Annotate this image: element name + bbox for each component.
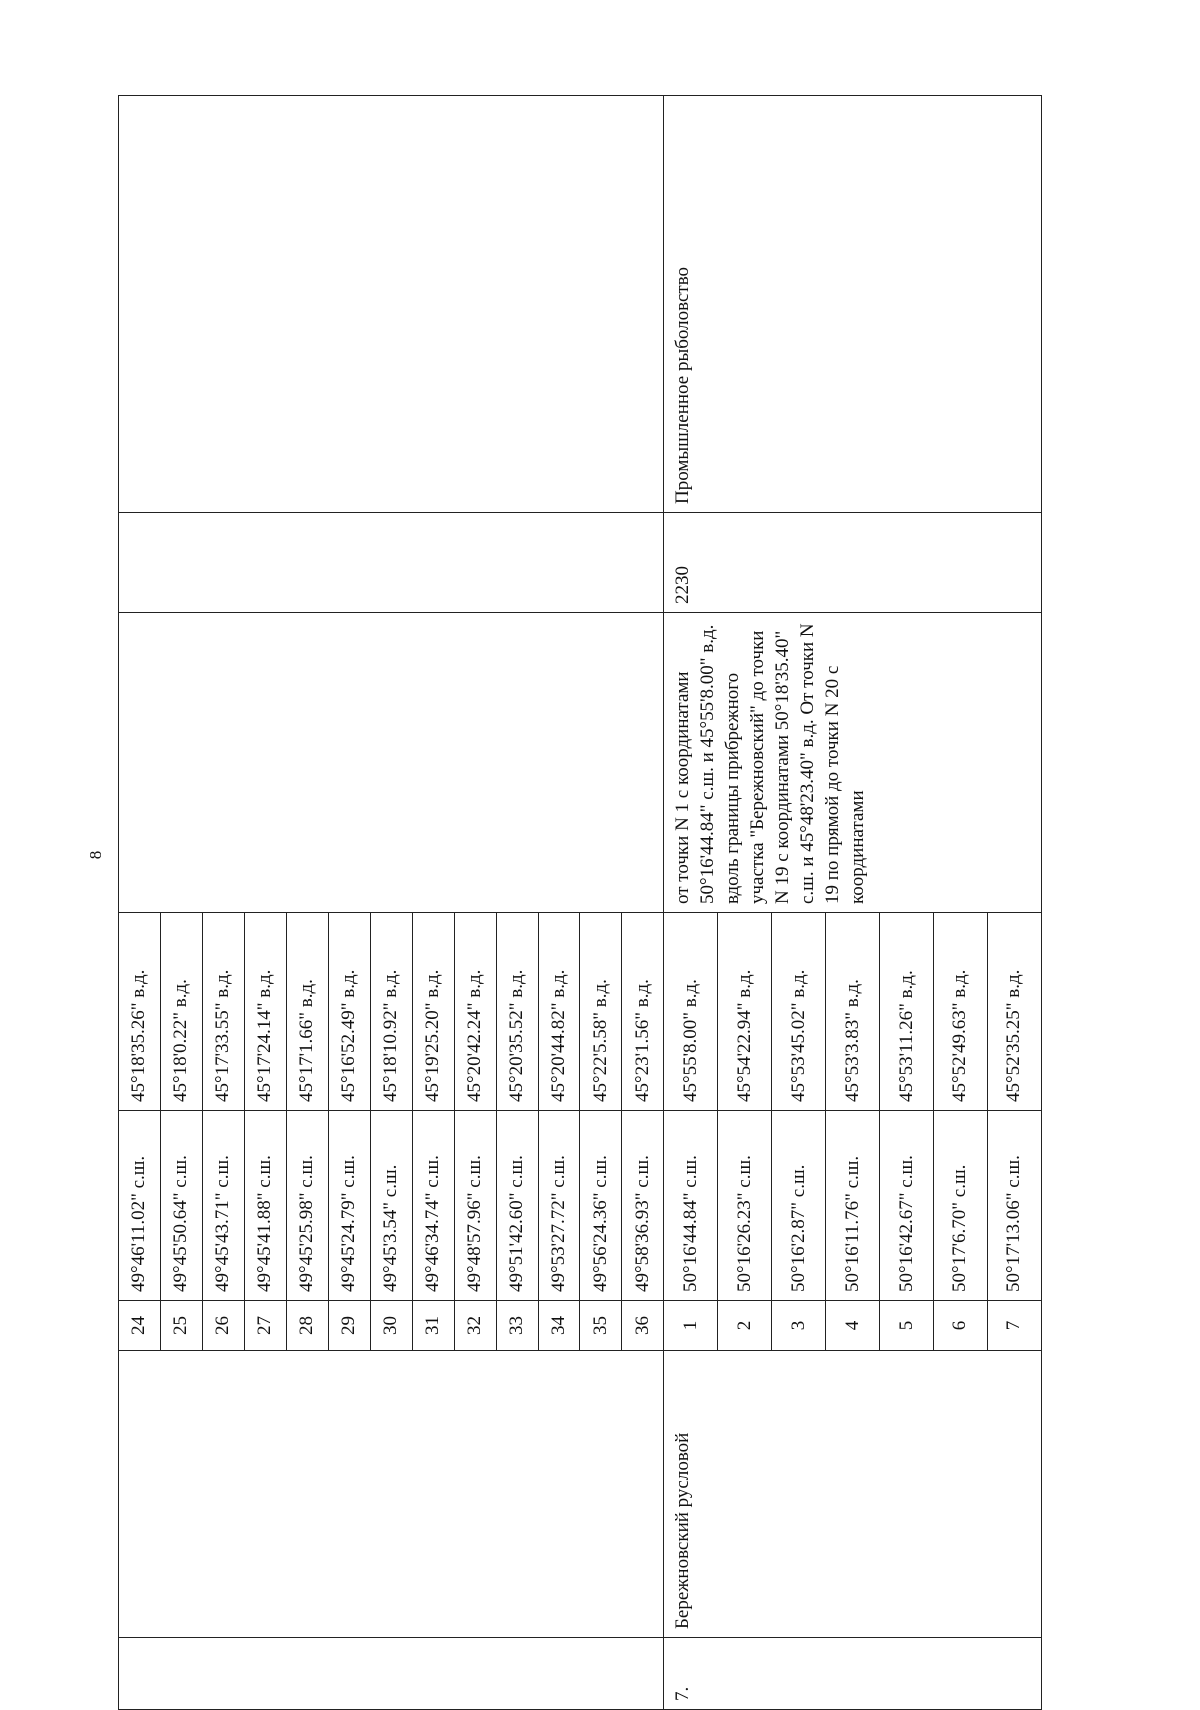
longitude: 45°17'33.55" в.д. bbox=[202, 913, 244, 1111]
latitude: 50°17'6.70" с.ш. bbox=[934, 1111, 988, 1301]
coordinates-table bbox=[118, 95, 1042, 1710]
longitude: 45°18'35.26" в.д. bbox=[119, 913, 161, 1111]
longitude: 45°18'10.92" в.д. bbox=[370, 913, 412, 1111]
latitude: 49°53'27.72" с.ш. bbox=[538, 1111, 580, 1301]
cell-empty bbox=[119, 613, 664, 913]
longitude: 45°53'45.02" в.д. bbox=[772, 913, 826, 1111]
point-number: 3 bbox=[772, 1301, 826, 1351]
latitude: 49°45'3.54" с.ш. bbox=[370, 1111, 412, 1301]
longitude: 45°20'44.82" в.д. bbox=[538, 913, 580, 1111]
table-row bbox=[664, 96, 718, 1710]
latitude: 49°46'34.74" с.ш. bbox=[412, 1111, 454, 1301]
latitude: 50°16'2.87" с.ш. bbox=[772, 1111, 826, 1301]
latitude: 49°46'11.02" с.ш. bbox=[119, 1111, 161, 1301]
longitude: 45°54'22.94" в.д. bbox=[718, 913, 772, 1111]
longitude: 45°53'3.83" в.д. bbox=[826, 913, 880, 1111]
longitude: 45°53'11.26" в.д. bbox=[880, 913, 934, 1111]
table-row bbox=[119, 96, 161, 1710]
point-number: 7 bbox=[987, 1301, 1041, 1351]
point-number: 33 bbox=[496, 1301, 538, 1351]
section-number: 7. bbox=[664, 1638, 1042, 1710]
latitude: 49°45'43.71" с.ш. bbox=[202, 1111, 244, 1301]
longitude: 45°23'1.56" в.д. bbox=[622, 913, 664, 1111]
longitude: 45°17'1.66" в.д. bbox=[286, 913, 328, 1111]
longitude: 45°17'24.14" в.д. bbox=[244, 913, 286, 1111]
usage-type: Промышленное рыболовство bbox=[664, 96, 1042, 513]
rotated-page-content bbox=[118, 96, 1042, 1710]
latitude: 50°17'13.06" с.ш. bbox=[987, 1111, 1041, 1301]
longitude: 45°52'35.25" в.д. bbox=[987, 913, 1041, 1111]
point-number: 32 bbox=[454, 1301, 496, 1351]
latitude: 49°58'36.93" с.ш. bbox=[622, 1111, 664, 1301]
point-number: 4 bbox=[826, 1301, 880, 1351]
point-number: 26 bbox=[202, 1301, 244, 1351]
longitude: 45°18'0.22" в.д. bbox=[160, 913, 202, 1111]
point-number: 36 bbox=[622, 1301, 664, 1351]
latitude: 50°16'42.67" с.ш. bbox=[880, 1111, 934, 1301]
cell-empty bbox=[119, 1351, 664, 1638]
boundary-description: от точки N 1 с координатами 50°16'44.84" с.ш. и 45°55'8.00" в.д. вдоль границы прибрежного участка "Бережновский" до точки N 19 с координатами 50°18'35.40" с.ш. и 45°48'23.40" в.д. От точки N 19 по прямой до точки N 20 с координатами bbox=[664, 613, 1042, 913]
point-number: 24 bbox=[119, 1301, 161, 1351]
longitude: 45°20'42.24" в.д. bbox=[454, 913, 496, 1111]
section-area: 2230 bbox=[664, 513, 1042, 613]
point-number: 34 bbox=[538, 1301, 580, 1351]
latitude: 49°45'41.88" с.ш. bbox=[244, 1111, 286, 1301]
section-name: Бережновский русловой bbox=[664, 1351, 1042, 1638]
latitude: 49°48'57.96" с.ш. bbox=[454, 1111, 496, 1301]
point-number: 1 bbox=[664, 1301, 718, 1351]
point-number: 28 bbox=[286, 1301, 328, 1351]
point-number: 31 bbox=[412, 1301, 454, 1351]
latitude: 49°45'50.64" с.ш. bbox=[160, 1111, 202, 1301]
longitude: 45°55'8.00" в.д. bbox=[664, 913, 718, 1111]
cell-empty bbox=[119, 1638, 664, 1710]
longitude: 45°52'49.63" в.д. bbox=[934, 913, 988, 1111]
longitude: 45°22'5.58" в.д. bbox=[580, 913, 622, 1111]
latitude: 49°45'24.79" с.ш. bbox=[328, 1111, 370, 1301]
cell-empty bbox=[119, 96, 664, 513]
latitude: 50°16'11.76" с.ш. bbox=[826, 1111, 880, 1301]
point-number: 5 bbox=[880, 1301, 934, 1351]
longitude: 45°19'25.20" в.д. bbox=[412, 913, 454, 1111]
point-number: 27 bbox=[244, 1301, 286, 1351]
point-number: 6 bbox=[934, 1301, 988, 1351]
latitude: 49°51'42.60" с.ш. bbox=[496, 1111, 538, 1301]
point-number: 2 bbox=[718, 1301, 772, 1351]
latitude: 49°56'24.36" с.ш. bbox=[580, 1111, 622, 1301]
latitude: 49°45'25.98" с.ш. bbox=[286, 1111, 328, 1301]
latitude: 50°16'44.84" с.ш. bbox=[664, 1111, 718, 1301]
point-number: 30 bbox=[370, 1301, 412, 1351]
point-number: 29 bbox=[328, 1301, 370, 1351]
page-number: 8 bbox=[86, 850, 105, 860]
longitude: 45°16'52.49" в.д. bbox=[328, 913, 370, 1111]
longitude: 45°20'35.52" в.д. bbox=[496, 913, 538, 1111]
point-number: 25 bbox=[160, 1301, 202, 1351]
latitude: 50°16'26.23" с.ш. bbox=[718, 1111, 772, 1301]
point-number: 35 bbox=[580, 1301, 622, 1351]
cell-empty bbox=[119, 513, 664, 613]
